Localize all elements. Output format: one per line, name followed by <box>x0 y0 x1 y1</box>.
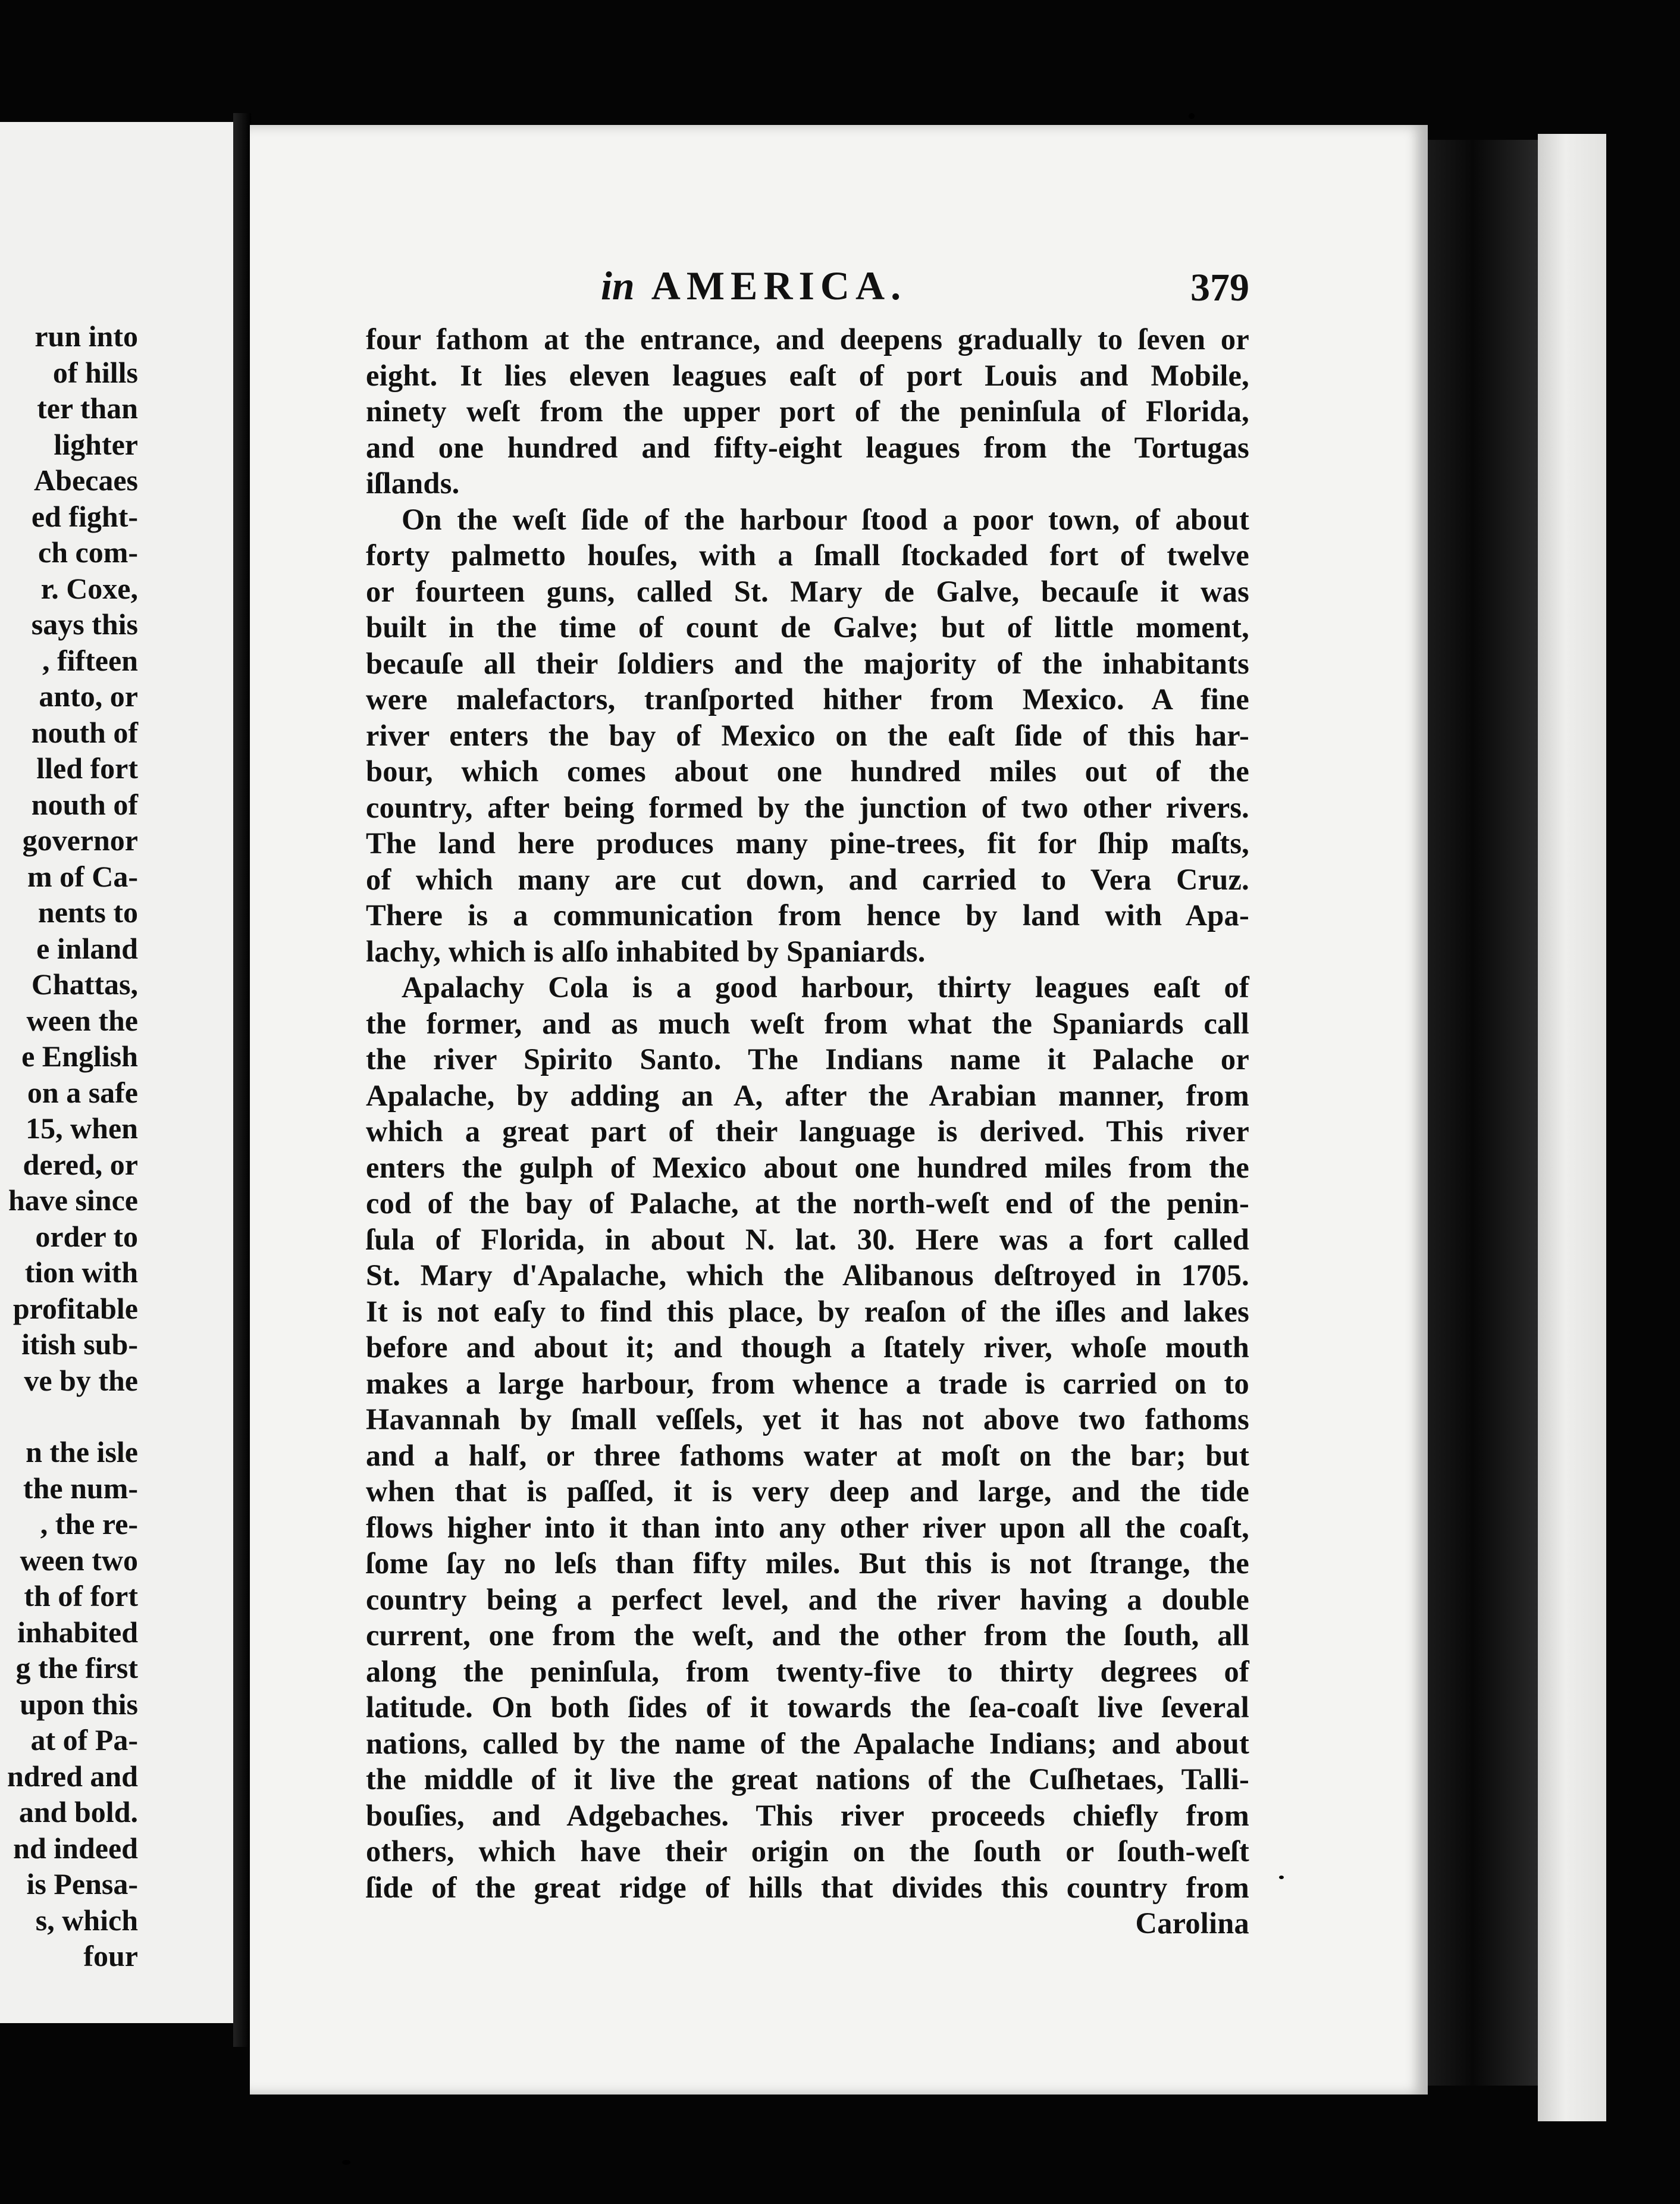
left-page-line: lighter <box>54 427 138 461</box>
left-page-line: nouth of <box>31 787 138 821</box>
page-body-text <box>366 321 1249 1942</box>
left-page-line: th of fort <box>24 1579 138 1613</box>
running-head-prefix: in <box>601 263 635 308</box>
text-line: It is not eaſy to find this place, by reaſon of the iſles and lakes <box>366 1294 1249 1328</box>
left-page-line: tion with <box>24 1256 138 1289</box>
left-page-line: e inland <box>36 931 138 965</box>
left-page-line: ween the <box>26 1003 138 1037</box>
facing-page-text-fragments <box>0 318 138 1974</box>
left-page-line: on a safe <box>27 1075 138 1109</box>
text-line: the river Spirito Santo. The Indians name it Palache or <box>366 1042 1249 1076</box>
left-page-line: dered, or <box>23 1147 138 1181</box>
text-line: nations, called by the name of the Apalache Indians; and about <box>366 1726 1249 1760</box>
text-line: cod of the bay of Palache, at the north-weſt end of the penin- <box>366 1186 1249 1220</box>
left-page-line: r. Coxe, <box>40 571 138 605</box>
left-page-line: s, which <box>35 1903 138 1937</box>
text-line: the middle of it live the great nations of the Cuſhetaes, Talli- <box>366 1762 1249 1796</box>
facing-page-left <box>0 122 233 2023</box>
left-page-line: itish sub- <box>21 1328 138 1361</box>
text-line: current, one from the weſt, and the other from the ſouth, all <box>366 1618 1249 1652</box>
text-line: ninety weſt from the upper port of the peninſula of Florida, <box>366 395 1249 428</box>
left-page-line: ndred and <box>7 1759 138 1793</box>
text-line: and one hundred and fifty-eight leagues from the Tortugas <box>366 430 1249 464</box>
left-page-line: ve by the <box>24 1363 138 1397</box>
text-line: The land here produces many pine-trees, fit for ſhip maſts, <box>366 826 1249 860</box>
text-line: which a great part of their language is derived. This river <box>366 1114 1249 1148</box>
left-page-line: lled fort <box>36 752 138 785</box>
left-page-line: have since <box>8 1184 138 1217</box>
left-page-line: nouth of <box>31 715 138 749</box>
text-line: along the peninſula, from twenty-five to thirty degrees of <box>366 1654 1249 1688</box>
scan-speck <box>342 2160 350 2165</box>
left-page-line: order to <box>35 1219 138 1253</box>
text-line: of which many are cut down, and carried to Vera Cruz. <box>366 862 1249 896</box>
text-line: or fourteen guns, called St. Mary de Galve, becauſe it was <box>366 574 1249 608</box>
left-page-line: ed fight- <box>31 499 138 533</box>
text-line: latitude. On both ſides of it towards the ſea-coaſt live ſeveral <box>366 1690 1249 1724</box>
left-page-line: four <box>83 1939 138 1973</box>
text-line: others, which have their origin on the ſouth or ſouth-weſt <box>366 1834 1249 1868</box>
text-line: ſula of Florida, in about N. lat. 30. Here was a fort called <box>366 1222 1249 1256</box>
left-page-line: e English <box>21 1040 138 1073</box>
text-line: On the weſt ſide of the harbour ſtood a poor town, of about <box>402 502 1249 536</box>
next-page-edge <box>1538 134 1606 2121</box>
left-page-line: n the isle <box>26 1435 138 1469</box>
left-page-line: Abecaes <box>34 464 138 497</box>
left-page-line: run into <box>35 320 138 353</box>
text-line: Apalachy Cola is a good harbour, thirty leagues eaſt of <box>402 970 1249 1004</box>
left-page-line: says this <box>31 608 138 641</box>
text-line: There is a communication from hence by land with Apa- <box>366 898 1249 932</box>
text-line: bouſies, and Adgebaches. This river proceeds chiefly from <box>366 1798 1249 1832</box>
text-line: country, after being formed by the junction of two other rivers. <box>366 790 1249 824</box>
left-page-line: at of Pa- <box>30 1723 138 1757</box>
scan-speck <box>1189 113 1195 119</box>
left-page-line: inhabited <box>17 1615 138 1649</box>
page-number: 379 <box>1190 266 1249 309</box>
running-head-title: AMERICA. <box>651 263 907 308</box>
left-page-gap <box>0 1398 138 1434</box>
text-line: four fathom at the entrance, and deepens gradually to ſeven or <box>366 323 1249 356</box>
left-page-line: and bold. <box>18 1795 138 1829</box>
text-line: iſlands. <box>366 467 460 500</box>
left-page-line: , fifteen <box>42 643 138 677</box>
scan-speck <box>1279 1876 1284 1879</box>
left-page-line: ter than <box>37 392 138 425</box>
text-line: lachy, which is alſo inhabited by Spaniards. <box>366 934 926 968</box>
left-page-line: , the re- <box>40 1507 138 1541</box>
text-line: the former, and as much weſt from what the Spaniards call <box>366 1006 1249 1040</box>
left-page-line: is Pensa- <box>26 1867 138 1901</box>
running-head <box>601 262 907 309</box>
text-line: Havannah by ſmall veſſels, yet it has not above two fathoms <box>366 1402 1249 1436</box>
text-line: river enters the bay of Mexico on the eaſt ſide of this har- <box>366 718 1249 752</box>
catchword: Carolina <box>1135 1906 1249 1940</box>
left-page-line: ch com- <box>38 536 138 569</box>
left-page-line: 15, when <box>26 1112 138 1145</box>
left-page-line: governor <box>22 824 138 857</box>
text-line: country being a perfect level, and the river having a double <box>366 1582 1249 1616</box>
text-line: enters the gulph of Mexico about one hundred miles from the <box>366 1150 1249 1184</box>
text-line: bour, which comes about one hundred miles out of the <box>366 755 1249 788</box>
left-page-line: the num- <box>23 1471 138 1505</box>
text-line: St. Mary d'Apalache, which the Alibanous deſtroyed in 1705. <box>366 1258 1249 1292</box>
left-page-line: ween two <box>20 1543 138 1577</box>
left-page-line: nd indeed <box>13 1831 138 1865</box>
text-line: forty palmetto houſes, with a ſmall ſtockaded fort of twelve <box>366 539 1249 572</box>
left-page-line: upon this <box>20 1687 138 1721</box>
running-header <box>601 262 1249 309</box>
text-line: Apalache, by adding an A, after the Arabian manner, from <box>366 1078 1249 1112</box>
text-line: ſide of the great ridge of hills that divides this country from <box>366 1870 1249 1904</box>
text-line: when that is paſſed, it is very deep and large, and the tide <box>366 1474 1249 1508</box>
left-page-line: profitable <box>12 1291 138 1325</box>
left-page-line: of hills <box>52 355 138 389</box>
left-page-line: nents to <box>37 896 138 929</box>
left-page-line: Chattas, <box>31 968 138 1001</box>
page-edge-shadow <box>1428 140 1541 2086</box>
book-gutter <box>233 113 251 2047</box>
text-line: were malefactors, tranſported hither from Mexico. A fine <box>366 683 1249 716</box>
text-line: built in the time of count de Galve; but of little moment, <box>366 611 1249 644</box>
text-line: becauſe all their ſoldiers and the majority of the inhabitants <box>366 646 1249 680</box>
left-page-line: anto, or <box>39 680 138 713</box>
text-line: flows higher into it than into any other river upon all the coaſt, <box>366 1510 1249 1544</box>
left-page-line: g the first <box>15 1651 138 1685</box>
text-line: eight. It lies eleven leagues eaſt of port Louis and Mobile, <box>366 358 1249 392</box>
left-page-line: m of Ca- <box>27 859 138 893</box>
text-line: makes a large harbour, from whence a trade is carried on to <box>366 1366 1249 1400</box>
text-line: and a half, or three fathoms water at moſt on the bar; but <box>366 1438 1249 1472</box>
text-line: before and about it; and though a ſtately river, whoſe mouth <box>366 1330 1249 1364</box>
text-line: ſome ſay no leſs than fifty miles. But this is not ſtrange, the <box>366 1546 1249 1580</box>
